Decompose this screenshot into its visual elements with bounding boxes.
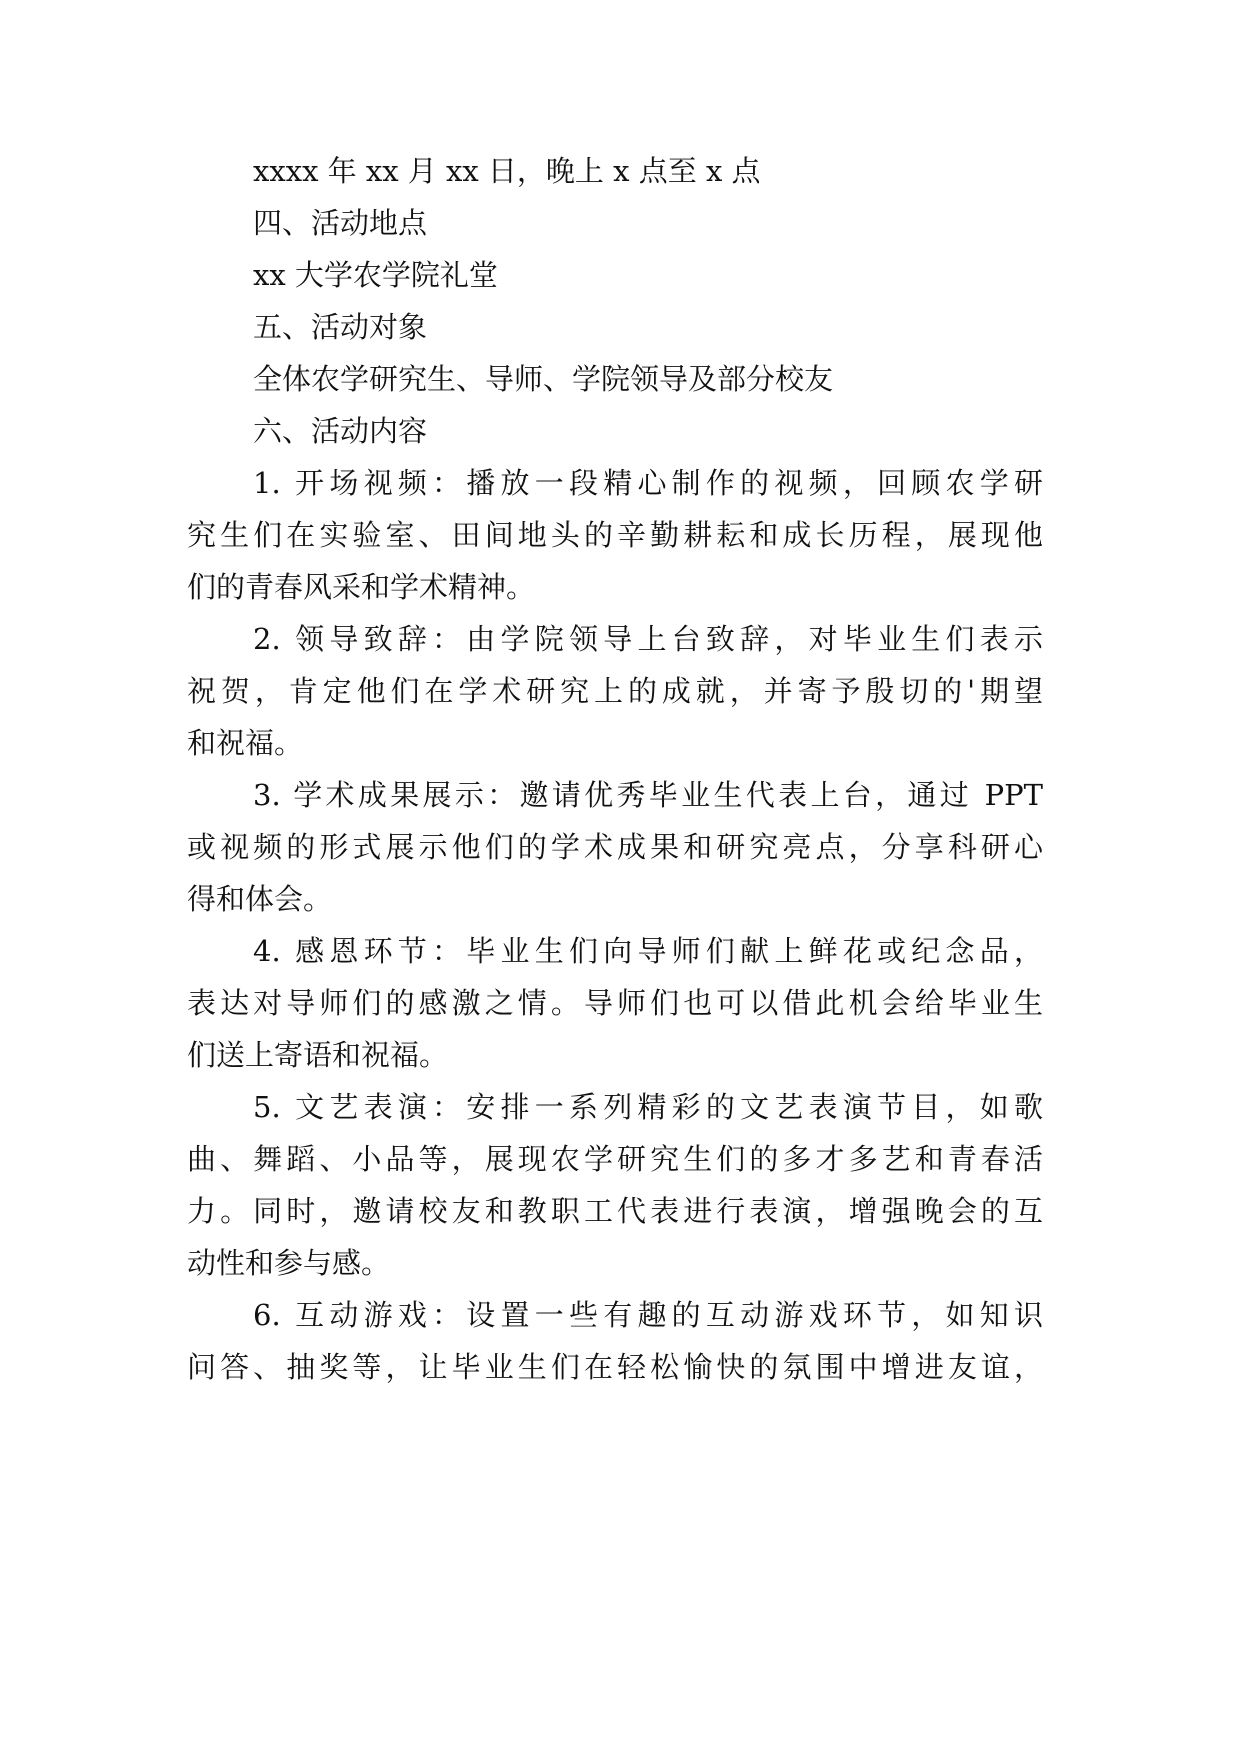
text-line: 1. 开场视频：播放一段精心制作的视频，回顾农学研 (253, 466, 1043, 500)
section-heading (187, 301, 1043, 353)
text-line: 6. 互动游戏：设置一些有趣的互动游戏环节，如知识 (253, 1298, 1043, 1332)
text-line: 和祝福。 (187, 726, 304, 760)
text-line: xxxx 年 xx 月 xx 日，晚上 x 点至 x 点 (253, 154, 761, 188)
text-line: 们的青春风采和学术精神。 (187, 570, 536, 604)
text-line: 问答、抽奖等，让毕业生们在轻松愉快的氛围中增进友谊， (187, 1350, 1043, 1384)
paragraph (187, 613, 1043, 769)
text-line: 全体农学研究生、导师、学院领导及部分校友 (253, 362, 834, 396)
text-line: 究生们在实验室、田间地头的辛勤耕耘和成长历程，展现他 (187, 518, 1043, 552)
section-heading (187, 405, 1043, 457)
text-line: 得和体会。 (187, 882, 333, 916)
document-page (187, 145, 1043, 1393)
text-line: 3. 学术成果展示：邀请优秀毕业生代表上台，通过 PPT (253, 778, 1043, 812)
text-line: 四、活动地点 (253, 206, 428, 240)
paragraph (187, 249, 1043, 301)
text-line: 2. 领导致辞：由学院领导上台致辞，对毕业生们表示 (253, 622, 1043, 656)
text-line: 或视频的形式展示他们的学术成果和研究亮点，分享科研心 (187, 830, 1043, 864)
text-line: 4. 感恩环节：毕业生们向导师们献上鲜花或纪念品， (253, 934, 1043, 968)
text-line: 曲、舞蹈、小品等，展现农学研究生们的多才多艺和青春活 (187, 1142, 1043, 1176)
paragraph (187, 145, 1043, 197)
text-line: 力。同时，邀请校友和教职工代表进行表演，增强晚会的互 (187, 1194, 1043, 1228)
text-line: 祝贺，肯定他们在学术研究上的成就，并寄予殷切的'期望 (187, 674, 1043, 708)
paragraph (187, 925, 1043, 1081)
text-line: 5. 文艺表演：安排一系列精彩的文艺表演节目，如歌 (253, 1090, 1043, 1124)
paragraph (187, 1081, 1043, 1289)
text-line: 表达对导师们的感激之情。导师们也可以借此机会给毕业生 (187, 986, 1043, 1020)
text-line: 们送上寄语和祝福。 (187, 1038, 449, 1072)
paragraph (187, 457, 1043, 613)
text-line: 五、活动对象 (253, 310, 428, 344)
paragraph (187, 769, 1043, 925)
paragraph (187, 1289, 1043, 1393)
text-line: xx 大学农学院礼堂 (253, 258, 498, 292)
text-line: 动性和参与感。 (187, 1246, 391, 1280)
paragraph (187, 353, 1043, 405)
text-line: 六、活动内容 (253, 414, 428, 448)
section-heading (187, 197, 1043, 249)
